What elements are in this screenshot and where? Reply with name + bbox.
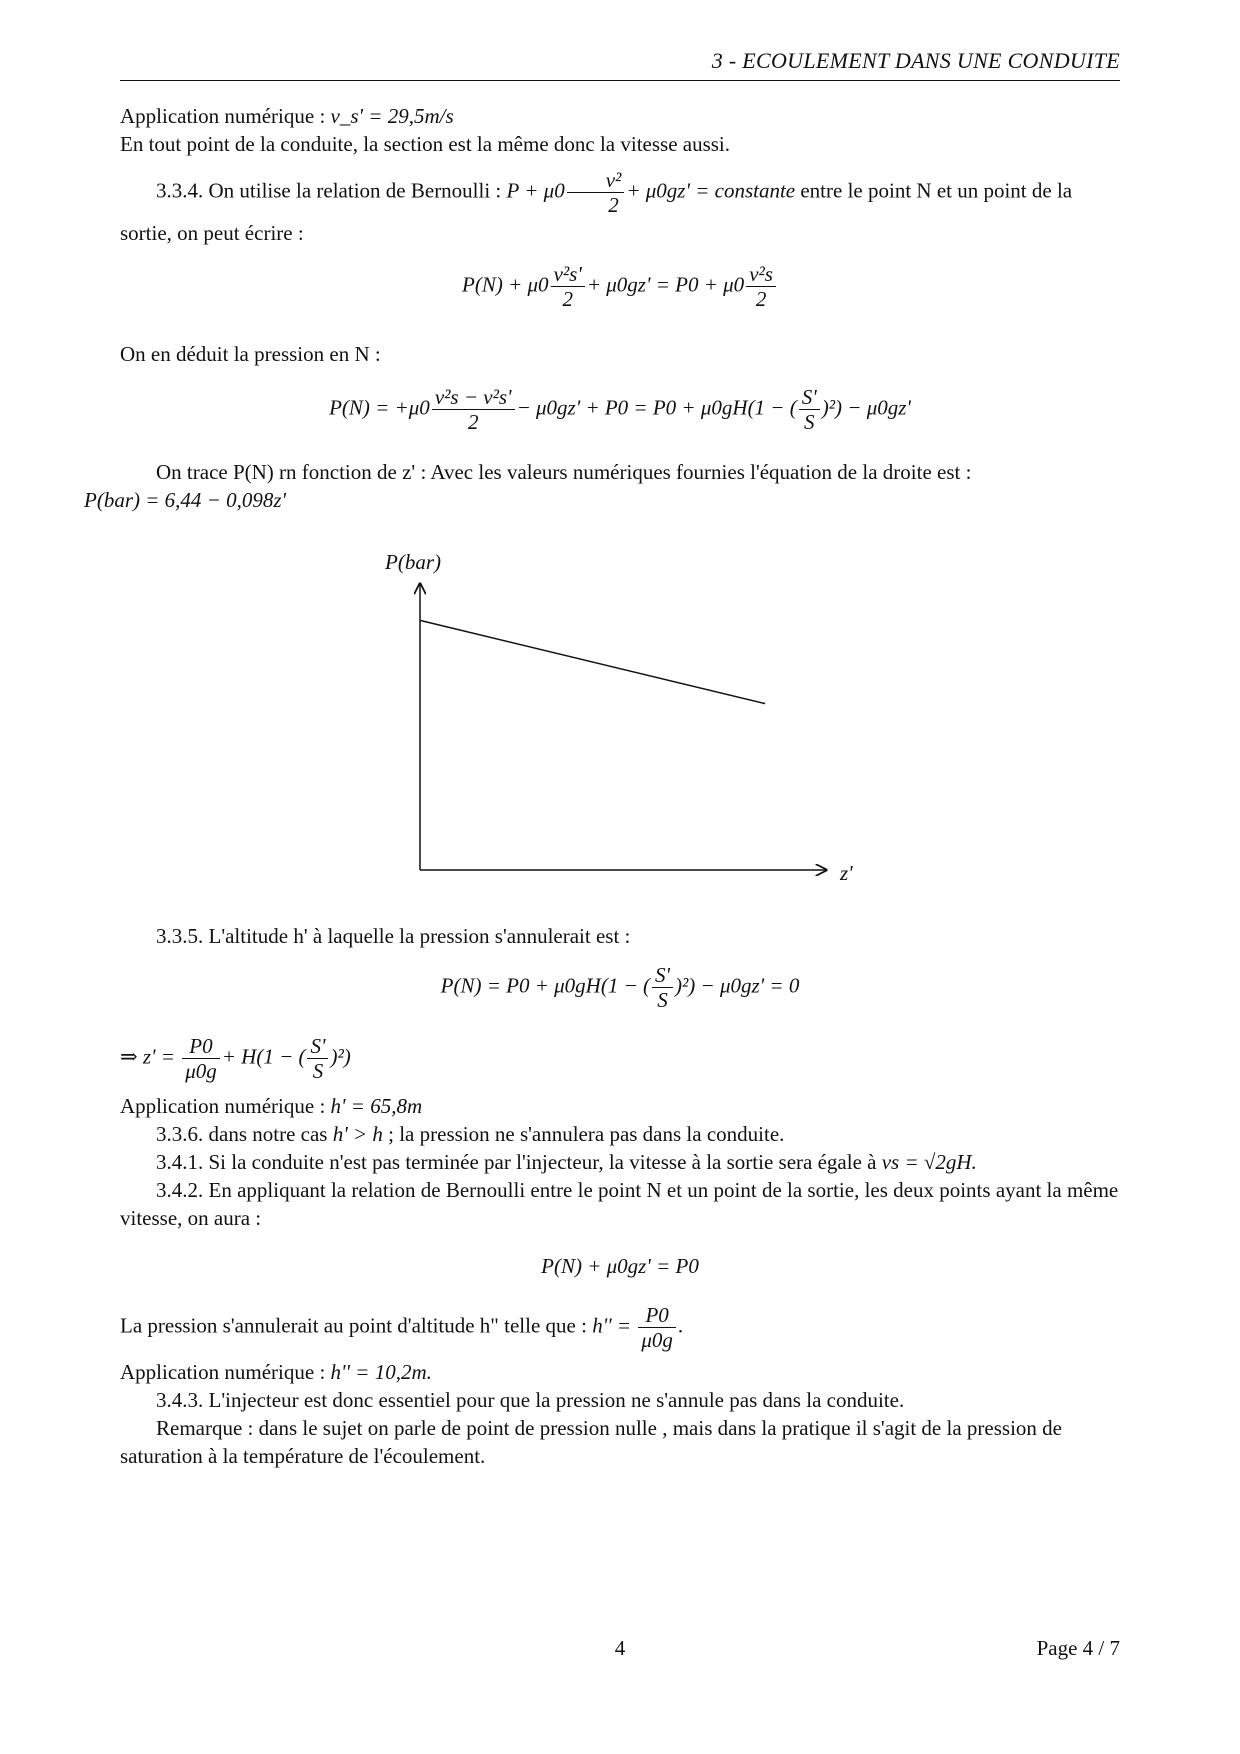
- section-3-4-1: 3.4.1. Si la conduite n'est pas terminée par l'injecteur, la vitesse à la sortie sera égale à vs = √2gH.: [156, 1150, 977, 1174]
- x-axis-label: z': [840, 861, 853, 885]
- y-axis-label: P(bar): [385, 550, 441, 574]
- fraction: $\frac{P0}{\mu 0g}$: [182, 1034, 220, 1083]
- paragraph-app-h2: Application numérique : h'' = 10,2m.: [120, 1360, 432, 1384]
- paragraph-deduce: On en déduit la pression en N :: [120, 342, 381, 366]
- remark: Remarque : dans le sujet on parle de point de pression nulle , mais dans la pratique il s'agit de la pression de saturation à la température de l'écoulement.: [120, 1416, 1062, 1468]
- fraction: $\frac{\text{v²s}}{2}$: [746, 262, 776, 311]
- paragraph-app-h: Application numérique : h' = 65,8m: [120, 1094, 423, 1118]
- bernoulli-formula-lhs: P + μ0: [506, 178, 565, 203]
- line-equation: P(bar) = 6,44 − 0,098z': [84, 488, 286, 512]
- paragraph-text: En tout point de la conduite, la section est la même donc la vitesse aussi.: [120, 132, 731, 156]
- running-header: [120, 46, 1120, 81]
- fraction: $\frac{P0}{\mu 0g}$: [638, 1303, 676, 1352]
- paragraph-cancel: La pression s'annulerait au point d'altitude h" telle que : h'' = $\frac{P0}{\mu 0g}$ .: [120, 1303, 684, 1352]
- fraction: $\frac{\text{v²s'}}{2}$: [551, 262, 585, 311]
- page-number: 4: [614, 1636, 626, 1660]
- section-3-3-4: [120, 168, 1120, 249]
- series-line-0: [420, 620, 765, 703]
- paragraph-app-vs: [120, 102, 1120, 158]
- equation-bernoulli-exit: P(N) + μ0gz' = P0: [541, 1254, 699, 1278]
- section-text: entre le point N et un point de la sortie, on peut écrire :: [120, 178, 1073, 245]
- page-label: Page 4 / 7: [1036, 1636, 1120, 1660]
- equation-implication: ⇒ z' = $\frac{P0}{\mu 0g}$ + H(1 − ( $\frac{S'}{S}$ )²): [120, 1034, 351, 1083]
- fraction: $\frac{S'}{S}$: [307, 1034, 328, 1083]
- section-3-3-6: 3.3.6. dans notre cas h' > h ; la pression ne s'annulera pas dans la conduite.: [156, 1122, 785, 1146]
- equation-pressure-zero: P(N) = P0 + μ0gH(1 − ( $\frac{S'}{S}$ )²) − μ0gz' = 0: [440, 963, 800, 1012]
- series-layer: [420, 620, 765, 703]
- section-text: 3.3.4. On utilise la relation de Bernoulli :: [156, 178, 507, 203]
- paragraph-trace: On trace P(N) rn fonction de z' : Avec les valeurs numériques fournies l'équation de la droite est : P(bar) = 6,44 − 0,098z': [84, 460, 972, 512]
- header-title: 3 - ECOULEMENT DANS UNE CONDUITE: [711, 48, 1120, 73]
- section-3-4-3: 3.4.3. L'injecteur est donc essentiel pour que la pression ne s'annule pas dans la conduite.: [156, 1388, 905, 1412]
- fraction: $\frac{\text{v²}}{2}$: [567, 168, 625, 217]
- fraction: $\frac{S'}{S}$: [652, 963, 673, 1012]
- equation-pressure-n: P(N) = +μ0 $\frac{\text{v²s − v²s'}}{2}$ − μ0gz' + P0 = P0 + μ0gH(1 − ( $\frac{S'}{S}$ )²) − μ0gz': [329, 385, 911, 434]
- app-value: v_s' = 29,5m/s: [330, 104, 454, 128]
- app-label: Application numérique :: [120, 104, 331, 128]
- section-3-3-5: 3.3.5. L'altitude h' à laquelle la pression s'annulerait est :: [156, 924, 631, 948]
- section-3-4-2: 3.4.2. En appliquant la relation de Bernoulli entre le point N et un point de la sortie, les deux points ayant la même vitesse, on aura :: [120, 1178, 1119, 1230]
- equation-bernoulli-n: P(N) + μ0 $\frac{\text{v²s'}}{2}$ + μ0gz' = P0 + μ0 $\frac{\text{v²s}}{2}$: [120, 262, 1120, 311]
- fraction: $\frac{S'}{S}$: [799, 385, 820, 434]
- bernoulli-formula-rhs: + μ0gz' = constante: [626, 178, 796, 203]
- pressure-chart: [330, 540, 870, 900]
- fraction: $\frac{\text{v²s − v²s'}}{2}$: [432, 385, 515, 434]
